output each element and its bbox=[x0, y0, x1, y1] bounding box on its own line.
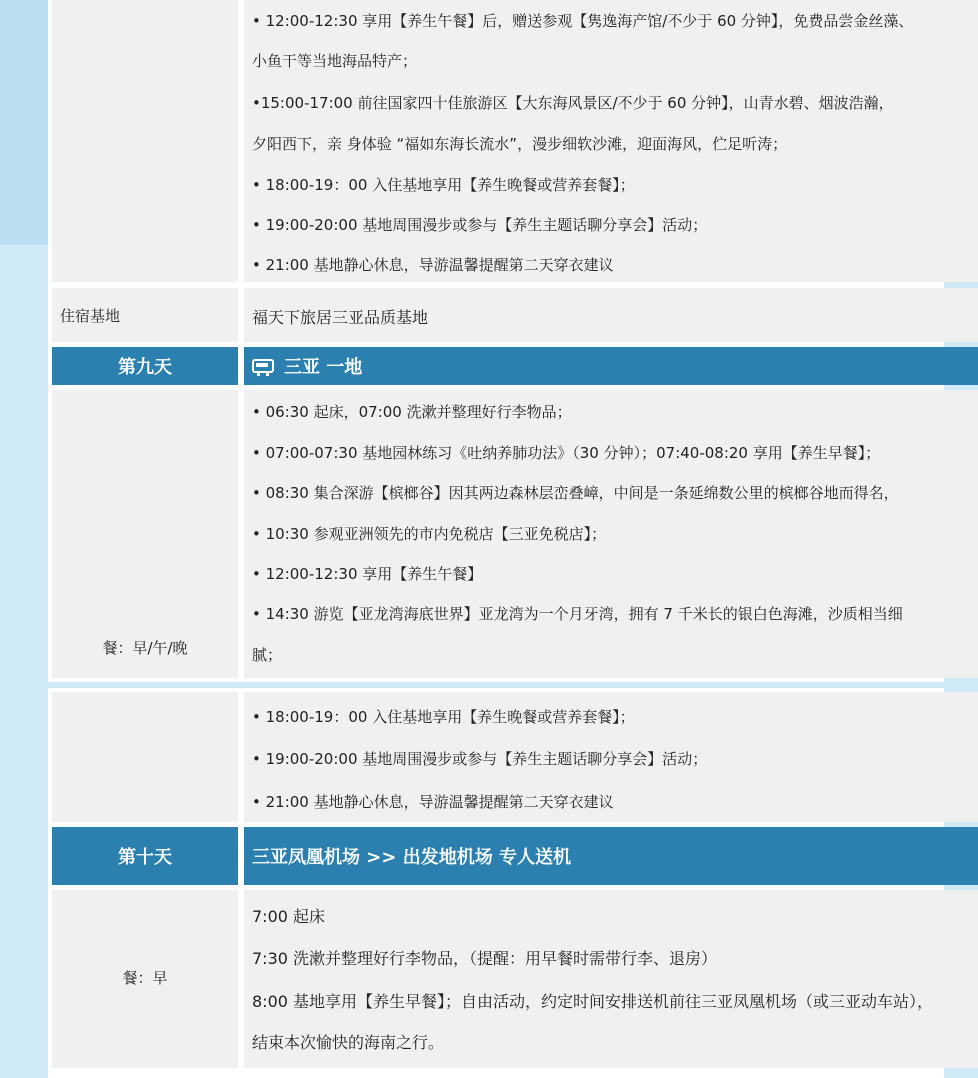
day10-schedule-cell bbox=[244, 890, 978, 1068]
bus-icon bbox=[252, 359, 274, 373]
day9-cont-schedule-cell bbox=[244, 692, 978, 822]
itinerary-card-1 bbox=[48, 0, 944, 682]
schedule-line: • 18:00-19：00 入住基地享用【养生晚餐或营养套餐】； bbox=[252, 176, 635, 194]
schedule-line: • 14:30 游览【亚龙湾海底世界】亚龙湾为一个月牙湾，拥有 7 千米长的银白色海滩，沙质相当细 bbox=[252, 605, 903, 623]
stay-value-cell bbox=[244, 288, 978, 342]
stay-label-cell bbox=[52, 288, 238, 342]
schedule-line: • 19:00-20:00 基地周围漫步或参与【养生主题话聊分享会】活动； bbox=[252, 750, 708, 768]
schedule-line: • 06:30 起床，07:00 洗漱并整理好行李物品； bbox=[252, 403, 572, 421]
schedule-line: 结束本次愉快的海南之行。 bbox=[252, 1033, 445, 1052]
day10-label: 第十天 bbox=[52, 827, 238, 885]
schedule-line: 7:30 洗漱并整理好行李物品，（提醒：用早餐时需带行李、退房） bbox=[252, 949, 718, 968]
stay-value: 福天下旅居三亚品质基地 bbox=[252, 308, 429, 327]
schedule-line: • 21:00 基地静心休息，导游温馨提醒第二天穿衣建议 bbox=[252, 793, 614, 811]
day9-cont-left-cell bbox=[52, 692, 238, 822]
schedule-line: 小鱼干等当地海品特产； bbox=[252, 52, 418, 70]
day8-left-cell bbox=[52, 0, 238, 282]
day10-meal-cell bbox=[52, 890, 238, 1068]
day8-schedule-cell bbox=[244, 0, 978, 282]
schedule-line: • 12:00-12:30 享用【养生午餐】 bbox=[252, 565, 483, 583]
schedule-line: 8:00 基地享用【养生早餐】；自由活动，约定时间安排送机前往三亚凤凰机场（或三亚动车站）， bbox=[252, 992, 934, 1011]
day9-meal-cell bbox=[52, 390, 238, 678]
day10-route: 三亚凤凰机场 >> 出发地机场 专人送机 bbox=[244, 827, 978, 885]
day9-route: 三亚 一地 bbox=[284, 357, 363, 378]
schedule-line: • 10:30 参观亚洲领先的市内免税店【三亚免税店】； bbox=[252, 525, 607, 543]
schedule-line: 夕阳西下，亲 身体验 “福如东海长流水”，漫步细软沙滩，迎面海风，伫足听涛； bbox=[252, 135, 788, 153]
day10-meal: 餐：早 bbox=[122, 969, 168, 987]
schedule-line: 7:00 起床 bbox=[252, 907, 326, 926]
day9-meal: 餐：早/午/晚 bbox=[102, 639, 188, 657]
schedule-line: • 19:00-20:00 基地周围漫步或参与【养生主题话聊分享会】活动； bbox=[252, 216, 708, 234]
schedule-line: • 12:00-12:30 享用【养生午餐】后，赠送参观【隽逸海产馆/不少于 60 分钟】，免费品尝金丝藻、 bbox=[252, 12, 914, 30]
itinerary-card-2 bbox=[48, 688, 944, 1078]
schedule-line: • 08:30 集合深游【槟榔谷】因其两边森林层峦叠嶂，中间是一条延绵数公里的槟榔谷地而得名， bbox=[252, 484, 899, 502]
day9-label: 第九天 bbox=[52, 347, 238, 385]
schedule-line: • 07:00-07:30 基地园林练习《吐纳养肺功法》（30 分钟）；07:40-08:20 享用【养生早餐】； bbox=[252, 444, 881, 462]
day9-route-header bbox=[244, 347, 978, 385]
stay-label: 住宿基地 bbox=[60, 307, 121, 325]
schedule-line: • 21:00 基地静心休息，导游温馨提醒第二天穿衣建议 bbox=[252, 256, 614, 274]
day9-schedule-cell bbox=[244, 390, 978, 678]
schedule-line: •15:00-17:00 前往国家四十佳旅游区【大东海风景区/不少于 60 分钟】，山青水碧、烟波浩瀚， bbox=[252, 94, 894, 112]
schedule-line: • 18:00-19：00 入住基地享用【养生晚餐或营养套餐】； bbox=[252, 708, 635, 726]
schedule-line: 腻； bbox=[252, 646, 283, 664]
